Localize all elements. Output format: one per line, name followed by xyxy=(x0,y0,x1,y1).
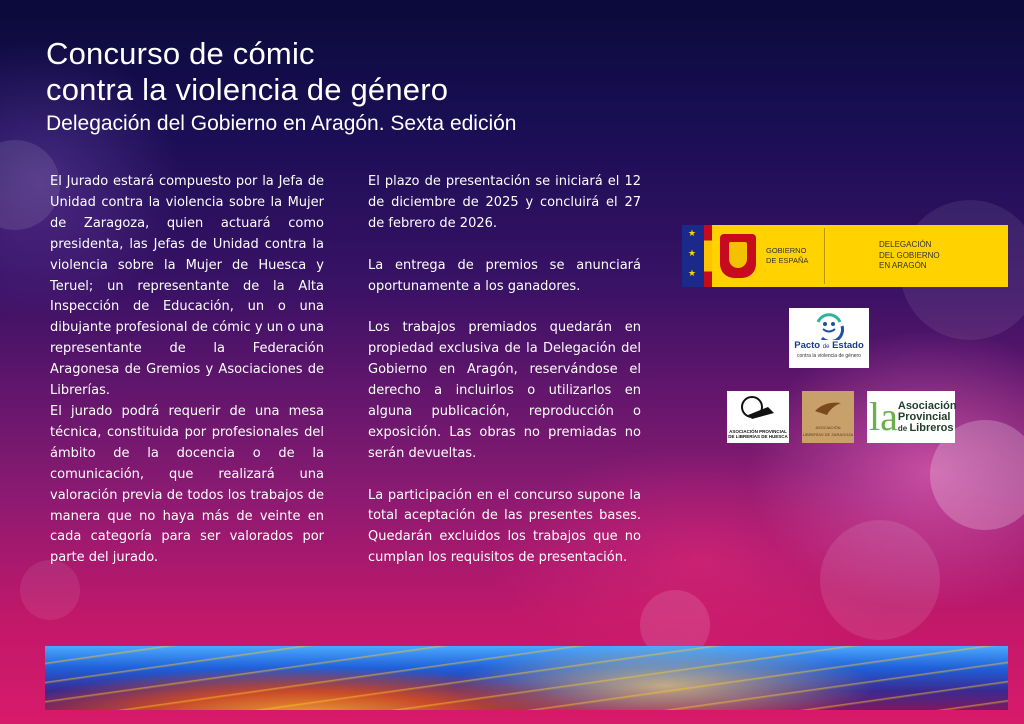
pacto-title: Pacto de Estado xyxy=(794,340,864,351)
delegacion-label: DELEGACIÓN DEL GOBIERNO EN ARAGÓN xyxy=(879,240,940,271)
pacto-de-estado-logo xyxy=(789,308,869,368)
pacto-face-icon xyxy=(812,312,846,340)
gobierno-espana-logo xyxy=(682,225,1008,287)
decorative-banner-image xyxy=(45,646,1008,710)
page-title-line-2: contra la violencia de género xyxy=(46,72,449,107)
text-column-jury xyxy=(50,172,324,569)
eu-flag-icon: ★ ★ ★ xyxy=(682,225,704,287)
asociacion-librerias-huesca-logo: ASOCIACIÓN PROVINCIAL DE LIBRERÍAS DE HUESCA xyxy=(727,391,789,443)
bokeh-light xyxy=(820,520,940,640)
paragraph-awards: La entrega de premios se anunciará oportunamente a los ganadores. xyxy=(368,257,641,294)
paragraph-jury-composition: El Jurado estará compuesto por la Jefa de Unidad contra la violencia sobre la Mujer de Zaragoza, quien actuará como presidenta, las Jefas de Unidad contra la violencia sobre la Mujer de Huesca y Teruel; un representante de la Alta Inspección de Educación, un o una dibujante profesional de cómic y un o una representante de la Federación Aragonesa de Gremios y Asociaciones de Librerías. xyxy=(50,174,324,399)
paragraph-acceptance: La participación en el concurso supone la total aceptación de las presentes bases. Quedarán excluidos los trabajos que no cumplan los requisitos de presentación. xyxy=(368,487,641,566)
paragraph-ownership: Los trabajos premiados quedarán en propiedad exclusiva de la Delegación del Gobierno en Aragón, reservándose el derecho a incluirlos o utilizarlos en alguna publicación, reproducción o exposición. Las obras no premiadas no serán devueltas. xyxy=(368,320,641,461)
bird-icon xyxy=(813,397,843,419)
title-block xyxy=(46,36,517,138)
la-mark-icon: la xyxy=(869,394,898,439)
paragraph-technical-panel: El jurado podrá requerir de una mesa técnica, constituida por profesionales del ámbito de la docencia o de la comunicación, que realizará una valoración previa de todos los trabajos de manera que no haya más de veinte en cada categoría para ser valorados por parte del jurado. xyxy=(50,403,324,566)
pacto-subtitle: contra la violencia de género xyxy=(797,353,861,359)
text-column-terms xyxy=(368,172,641,590)
asociacion-provincial-libreros-logo xyxy=(867,391,955,443)
logo-divider xyxy=(824,228,825,284)
gobierno-label: GOBIERNO DE ESPAÑA xyxy=(766,246,809,265)
paragraph-deadline: El plazo de presentación se iniciará el 12 de diciembre de 2025 y concluirá el 27 de febrero de 2026. xyxy=(368,174,641,231)
page-title-line-1: Concurso de cómic xyxy=(46,36,315,71)
asociacion-librerias-zaragoza-logo: ASOCIACIÓN LIBRERÍAS DE ZARAGOZA xyxy=(802,391,854,443)
libreros-label: Asociación Provincial de Libreros xyxy=(897,399,957,434)
reader-icon xyxy=(738,393,778,425)
page-subtitle: Delegación del Gobierno en Aragón. Sexta edición xyxy=(46,112,517,135)
coat-of-arms-icon xyxy=(720,234,756,278)
spain-flag-icon xyxy=(704,225,712,287)
